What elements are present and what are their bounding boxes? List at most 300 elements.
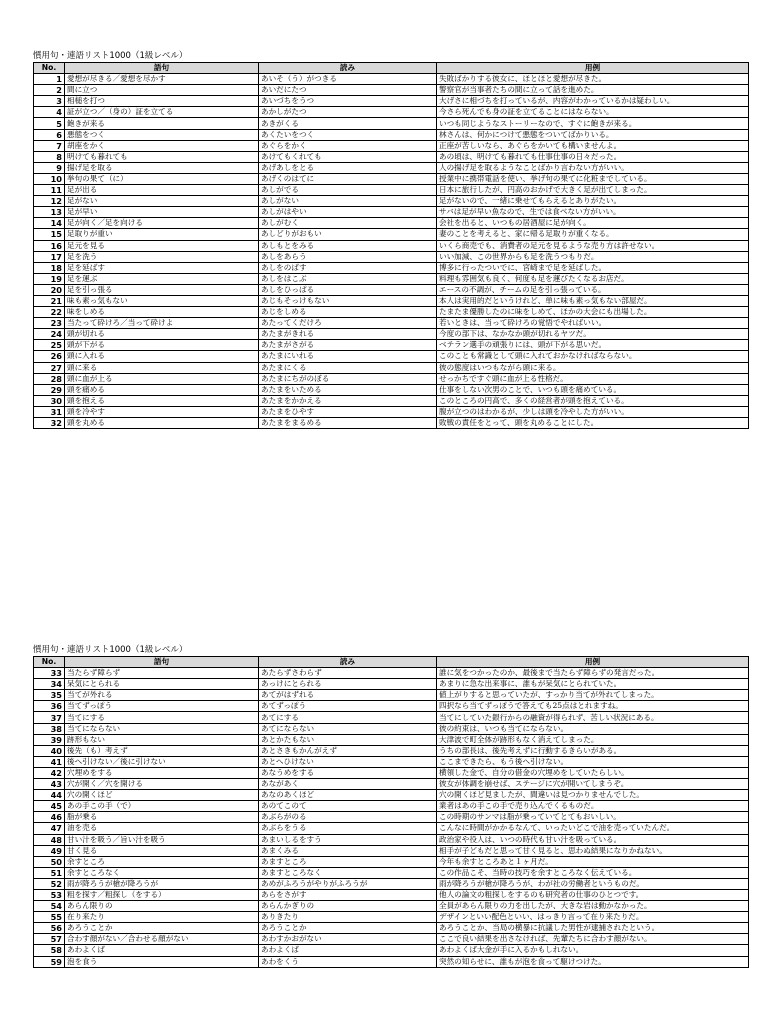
table-row xyxy=(34,351,749,362)
phrase-cell: 頭を丸める xyxy=(65,418,259,429)
table-row xyxy=(34,923,749,934)
reading-cell: あなうめをする xyxy=(259,767,437,778)
example-cell: この作品こそ、当時の技巧を余すところなく伝えている。 xyxy=(437,867,749,878)
reading-cell: あぐらをかく xyxy=(259,140,437,151)
phrase-cell: 在り来たり xyxy=(65,912,259,923)
phrase-cell: 胡座をかく xyxy=(65,140,259,151)
example-cell: あわよくば大金が手に入るかもしれない。 xyxy=(437,945,749,956)
table-row xyxy=(34,207,749,218)
table-row xyxy=(34,240,749,251)
reading-cell: あろうことか xyxy=(259,923,437,934)
row-number: 10 xyxy=(34,173,65,184)
phrase-cell: 足を運ぶ xyxy=(65,273,259,284)
table-row xyxy=(34,712,749,723)
row-number: 25 xyxy=(34,340,65,351)
example-cell: 本人は実用的だというけれど、単に味も素っ気もない部屋だ。 xyxy=(437,295,749,306)
reading-cell: あまくみる xyxy=(259,845,437,856)
reading-cell: あしがでる xyxy=(259,185,437,196)
row-number: 16 xyxy=(34,240,65,251)
row-number: 39 xyxy=(34,734,65,745)
row-number: 6 xyxy=(34,129,65,140)
row-number: 40 xyxy=(34,745,65,756)
row-number: 46 xyxy=(34,812,65,823)
phrase-cell: 当たって砕けろ／当って砕けよ xyxy=(65,318,259,329)
phrase-cell: 雨が降ろうが槍が降ろうが xyxy=(65,878,259,889)
table-row xyxy=(34,418,749,429)
phrase-cell: 足がない xyxy=(65,196,259,207)
example-cell: 若いときは、当って砕けろの覚悟でやればいい。 xyxy=(437,318,749,329)
row-number: 20 xyxy=(34,284,65,295)
reading-cell: あしがむく xyxy=(259,218,437,229)
table-row xyxy=(34,956,749,967)
reading-cell: あてがはずれる xyxy=(259,690,437,701)
reading-cell: あながあく xyxy=(259,779,437,790)
example-cell: 敗戦の責任をとって、頭を丸めることにした。 xyxy=(437,418,749,429)
reading-cell: あとへひけない xyxy=(259,756,437,767)
table-row xyxy=(34,384,749,395)
header-reading: 読み xyxy=(259,657,437,668)
row-number: 11 xyxy=(34,185,65,196)
example-cell: 彼女が体調を崩せば、ステージに穴が開いてしまうぞ。 xyxy=(437,779,749,790)
table-row xyxy=(34,679,749,690)
example-cell: 博多に行ったついでに、宮崎まで足を延ばした。 xyxy=(437,262,749,273)
table-row xyxy=(34,173,749,184)
phrase-cell: 頭に入れる xyxy=(65,351,259,362)
phrase-cell: 当てが外れる xyxy=(65,690,259,701)
row-number: 49 xyxy=(34,845,65,856)
reading-cell: あたまがきれる xyxy=(259,329,437,340)
table-row xyxy=(34,318,749,329)
table-row xyxy=(34,845,749,856)
vocab-table xyxy=(33,62,749,429)
phrase-cell: 揚げ足を取る xyxy=(65,162,259,173)
phrase-cell: 足を延ばす xyxy=(65,262,259,273)
reading-cell: あぶらがのる xyxy=(259,812,437,823)
table-row xyxy=(34,395,749,406)
table-row xyxy=(34,790,749,801)
table-row xyxy=(34,701,749,712)
reading-cell: あてにする xyxy=(259,712,437,723)
table-row xyxy=(34,734,749,745)
reading-cell: あてにならない xyxy=(259,723,437,734)
table-row xyxy=(34,74,749,85)
phrase-cell: 相槌を打つ xyxy=(65,96,259,107)
row-number: 52 xyxy=(34,878,65,889)
table-row xyxy=(34,307,749,318)
row-number: 32 xyxy=(34,418,65,429)
row-number: 18 xyxy=(34,262,65,273)
reading-cell: あわをくう xyxy=(259,956,437,967)
example-cell: 正座が苦しいなら、あぐらをかいても構いませんよ。 xyxy=(437,140,749,151)
reading-cell: あしをはこぶ xyxy=(259,273,437,284)
example-cell: 失敗ばかりする彼女に、ほとほと愛想が尽きた。 xyxy=(437,74,749,85)
phrase-cell: 当てにならない xyxy=(65,723,259,734)
table-row xyxy=(34,756,749,767)
reading-cell: あたってくだけろ xyxy=(259,318,437,329)
phrase-cell: 味をしめる xyxy=(65,307,259,318)
sheet-title: 慣用句・連語リスト1000（1級レベル） xyxy=(33,51,188,61)
example-cell: 腹が立つのはわかるが、少しは頭を冷やした方がいい。 xyxy=(437,406,749,417)
example-cell: ここで良い結果を出さなければ、先輩たちに合わす顔がない。 xyxy=(437,934,749,945)
reading-cell: あしがない xyxy=(259,196,437,207)
reading-cell: あたまにくる xyxy=(259,362,437,373)
table-row xyxy=(34,901,749,912)
sheet-2 xyxy=(33,644,748,968)
reading-cell: あくたいをつく xyxy=(259,129,437,140)
reading-cell: あじもそっけもない xyxy=(259,295,437,306)
example-cell: うちの部長は、後先考えずに行動するきらいがある。 xyxy=(437,745,749,756)
phrase-cell: 証が立つ／（身の）証を立てる xyxy=(65,107,259,118)
phrase-cell: 頭を冷やす xyxy=(65,406,259,417)
example-cell: このところの円高で、多くの経営者が頭を抱えている。 xyxy=(437,395,749,406)
row-number: 21 xyxy=(34,295,65,306)
example-cell: いつも同じようなストーリーなので、すぐに飽きが来る。 xyxy=(437,118,749,129)
row-number: 22 xyxy=(34,307,65,318)
example-cell: せっかちですぐ頭に血が上る性格だ。 xyxy=(437,373,749,384)
row-number: 5 xyxy=(34,118,65,129)
example-cell: 今度の部下は、なかなか頭が切れるヤツだ。 xyxy=(437,329,749,340)
row-number: 1 xyxy=(34,74,65,85)
header-reading: 読み xyxy=(259,63,437,74)
table-row xyxy=(34,723,749,734)
example-cell: エースの不調が、チームの足を引っ張っている。 xyxy=(437,284,749,295)
phrase-cell: 粗を探す／粗探し（をする） xyxy=(65,889,259,900)
table-row xyxy=(34,823,749,834)
reading-cell: あっけにとられる xyxy=(259,679,437,690)
row-number: 57 xyxy=(34,934,65,945)
row-number: 13 xyxy=(34,207,65,218)
reading-cell: あますところなく xyxy=(259,867,437,878)
example-cell: 会社を出ると、いつもの居酒屋に足が向く。 xyxy=(437,218,749,229)
table-row xyxy=(34,668,749,679)
example-cell: 彼の約束は、いつも当てにならない。 xyxy=(437,723,749,734)
table-row xyxy=(34,878,749,889)
phrase-cell: あらん限りの xyxy=(65,901,259,912)
row-number: 48 xyxy=(34,834,65,845)
example-cell: 足がないので、一緒に乗せてもらえるとありがたい。 xyxy=(437,196,749,207)
row-number: 45 xyxy=(34,801,65,812)
reading-cell: あしもとをみる xyxy=(259,240,437,251)
example-cell: 料理も雰囲気も良く、何度も足を運びたくなるお店だ。 xyxy=(437,273,749,284)
example-cell: 妻のことを考えると、家に帰る足取りが重くなる。 xyxy=(437,229,749,240)
row-number: 7 xyxy=(34,140,65,151)
phrase-cell: 明けても暮れても xyxy=(65,151,259,162)
row-number: 35 xyxy=(34,690,65,701)
reading-cell: あきがくる xyxy=(259,118,437,129)
reading-cell: あしがはやい xyxy=(259,207,437,218)
reading-cell: あかしがたつ xyxy=(259,107,437,118)
table-row xyxy=(34,262,749,273)
phrase-cell: 跡形もない xyxy=(65,734,259,745)
table-row xyxy=(34,912,749,923)
row-number: 26 xyxy=(34,351,65,362)
table-row xyxy=(34,329,749,340)
reading-cell: あますところ xyxy=(259,856,437,867)
table-row xyxy=(34,834,749,845)
example-cell: こんなに時間がかかるなんて、いったいどこで油を売っていたんだ。 xyxy=(437,823,749,834)
example-cell: 雨が降ろうが槍が降ろうが、わが社の労働者というものだ。 xyxy=(437,878,749,889)
reading-cell: あめがふろうがやりがふろうが xyxy=(259,878,437,889)
example-cell: 四択なら当てずっぽうで答えても25点はとれますね。 xyxy=(437,701,749,712)
example-cell: 誰に気をつかったのか、最後まで当たらず障らずの発言だった。 xyxy=(437,668,749,679)
table-row xyxy=(34,373,749,384)
phrase-cell: 頭を抱える xyxy=(65,395,259,406)
phrase-cell: あろうことか xyxy=(65,923,259,934)
phrase-cell: 足が向く／足を向ける xyxy=(65,218,259,229)
phrase-cell: 頭に来る xyxy=(65,362,259,373)
phrase-cell: あわよくば xyxy=(65,945,259,956)
row-number: 42 xyxy=(34,767,65,778)
phrase-cell: 当てにする xyxy=(65,712,259,723)
row-number: 24 xyxy=(34,329,65,340)
phrase-cell: 余すところなく xyxy=(65,867,259,878)
table-row xyxy=(34,945,749,956)
phrase-cell: 後へ引けない／後に引けない xyxy=(65,756,259,767)
reading-cell: あたまをまるめる xyxy=(259,418,437,429)
example-cell: 人の揚げ足を取るようなことばかり言わない方がいい。 xyxy=(437,162,749,173)
phrase-cell: 愛想が尽きる／愛想を尽かす xyxy=(65,74,259,85)
example-cell: あの頃は、明けても暮れても仕事仕事の日々だった。 xyxy=(437,151,749,162)
row-number: 44 xyxy=(34,790,65,801)
example-cell: 横領した金で、自分の借金の穴埋めをしていたらしい。 xyxy=(437,767,749,778)
table-body xyxy=(34,74,749,429)
phrase-cell: 頭が下がる xyxy=(65,340,259,351)
example-cell: いい加減、この世界からも足を洗うつもりだ。 xyxy=(437,251,749,262)
row-number: 17 xyxy=(34,251,65,262)
table-row xyxy=(34,284,749,295)
example-cell: 授業中に携帯電話を使い、挙げ句の果てに化粧までしている。 xyxy=(437,173,749,184)
sheet-title: 慣用句・連語リスト1000（1級レベル） xyxy=(33,645,188,655)
table-row xyxy=(34,118,749,129)
example-cell: 突然の知らせに、誰もが泡を食って駆けつけた。 xyxy=(437,956,749,967)
phrase-cell: 足が早い xyxy=(65,207,259,218)
phrase-cell: 脂が乗る xyxy=(65,812,259,823)
row-number: 55 xyxy=(34,912,65,923)
table-row xyxy=(34,196,749,207)
example-cell: いくら商売でも、消費者の足元を見るような売り方は許せない。 xyxy=(437,240,749,251)
phrase-cell: 足取りが重い xyxy=(65,229,259,240)
row-number: 41 xyxy=(34,756,65,767)
row-number: 14 xyxy=(34,218,65,229)
reading-cell: あなのあくほど xyxy=(259,790,437,801)
row-number: 4 xyxy=(34,107,65,118)
row-number: 3 xyxy=(34,96,65,107)
table-row xyxy=(34,406,749,417)
row-number: 33 xyxy=(34,668,65,679)
reading-cell: あたまをいためる xyxy=(259,384,437,395)
example-cell: 今さら死んでも身の証を立てることにはならない。 xyxy=(437,107,749,118)
reading-cell: あたまがさがる xyxy=(259,340,437,351)
phrase-cell: 油を売る xyxy=(65,823,259,834)
table-row xyxy=(34,690,749,701)
phrase-cell: 当たらず障らず xyxy=(65,668,259,679)
header-example: 用例 xyxy=(437,63,749,74)
row-number: 58 xyxy=(34,945,65,956)
row-number: 29 xyxy=(34,384,65,395)
row-number: 27 xyxy=(34,362,65,373)
example-cell: 全員があらん限りの力を出したが、大きな岩は動かなかった。 xyxy=(437,901,749,912)
row-number: 50 xyxy=(34,856,65,867)
reading-cell: あらんかぎりの xyxy=(259,901,437,912)
example-cell: 穴の開くほど見ましたが、間違いは見つかりませんでした。 xyxy=(437,790,749,801)
row-number: 43 xyxy=(34,779,65,790)
reading-cell: あわすかおがない xyxy=(259,934,437,945)
sheet-1 xyxy=(33,50,748,429)
reading-cell: あしをのばす xyxy=(259,262,437,273)
table-row xyxy=(34,185,749,196)
example-cell: 日本に旅行したが、円高のおかげで大きく足が出てしまった。 xyxy=(437,185,749,196)
row-number: 37 xyxy=(34,712,65,723)
phrase-cell: 泡を食う xyxy=(65,956,259,967)
phrase-cell: 甘い汁を吸う／旨い汁を吸う xyxy=(65,834,259,845)
row-number: 31 xyxy=(34,406,65,417)
header-no: No. xyxy=(34,657,65,668)
row-number: 2 xyxy=(34,85,65,96)
header-phrase: 語句 xyxy=(65,657,259,668)
phrase-cell: 甘く見る xyxy=(65,845,259,856)
reading-cell: あのてこのて xyxy=(259,801,437,812)
reading-cell: あげくのはてに xyxy=(259,173,437,184)
reading-cell: あとさきもかんがえず xyxy=(259,745,437,756)
reading-cell: あとかたもない xyxy=(259,734,437,745)
row-number: 38 xyxy=(34,723,65,734)
row-number: 23 xyxy=(34,318,65,329)
header-row xyxy=(34,63,749,74)
row-number: 36 xyxy=(34,701,65,712)
example-cell: ベテラン選手の頑張りには、頭が下がる思いだ。 xyxy=(437,340,749,351)
phrase-cell: あの手この手（で） xyxy=(65,801,259,812)
example-cell: 仕事をしない次男のことで、いつも頭を痛めている。 xyxy=(437,384,749,395)
example-cell: 大津波で町全体が跡形もなく消えてしまった。 xyxy=(437,734,749,745)
phrase-cell: 挙句の果て（に） xyxy=(65,173,259,184)
vocab-table xyxy=(33,656,749,968)
example-cell: デザインといい配色といい、はっきり言って在り来たりだ。 xyxy=(437,912,749,923)
table-row xyxy=(34,273,749,284)
row-number: 54 xyxy=(34,901,65,912)
example-cell: たまたま優勝したのに味をしめて、ほかの大会にも出場した。 xyxy=(437,307,749,318)
example-cell: サバは足が早い魚なので、生では食べない方がいい。 xyxy=(437,207,749,218)
reading-cell: ありきたり xyxy=(259,912,437,923)
reading-cell: あてずっぽう xyxy=(259,701,437,712)
phrase-cell: 頭を痛める xyxy=(65,384,259,395)
example-cell: 当てにしていた銀行からの融資が得られず、苦しい状況にある。 xyxy=(437,712,749,723)
phrase-cell: 当てずっぽう xyxy=(65,701,259,712)
example-cell: あまりに急な出来事に、誰もが呆気にとられていた。 xyxy=(437,679,749,690)
reading-cell: あいそ（う）がつきる xyxy=(259,74,437,85)
table-row xyxy=(34,779,749,790)
reading-cell: あまいしるをすう xyxy=(259,834,437,845)
table-row xyxy=(34,801,749,812)
phrase-cell: 合わす顔がない／合わせる顔がない xyxy=(65,934,259,945)
reading-cell: あらをさがす xyxy=(259,889,437,900)
reading-cell: あぶらをうる xyxy=(259,823,437,834)
reading-cell: あしをあらう xyxy=(259,251,437,262)
reading-cell: あげあしをとる xyxy=(259,162,437,173)
example-cell: この時期のサンマは脂が乗っていてとてもおいしい。 xyxy=(437,812,749,823)
phrase-cell: 足元を見る xyxy=(65,240,259,251)
phrase-cell: 頭が切れる xyxy=(65,329,259,340)
header-phrase: 語句 xyxy=(65,63,259,74)
example-cell: 大げさに相づちを打っているが、内容がわかっているかは疑わしい。 xyxy=(437,96,749,107)
table-row xyxy=(34,151,749,162)
table-row xyxy=(34,340,749,351)
table-row xyxy=(34,362,749,373)
table-row xyxy=(34,934,749,945)
phrase-cell: 足を洗う xyxy=(65,251,259,262)
example-cell: ここまできたら、もう後へ引けない。 xyxy=(437,756,749,767)
row-number: 34 xyxy=(34,679,65,690)
phrase-cell: 穴埋めをする xyxy=(65,767,259,778)
row-number: 51 xyxy=(34,867,65,878)
table-body xyxy=(34,668,749,968)
phrase-cell: 穴が開く／穴を開ける xyxy=(65,779,259,790)
phrase-cell: 足が出る xyxy=(65,185,259,196)
table-row xyxy=(34,889,749,900)
example-cell: あろうことか、当局の横暴に抗議した男性が逮捕されたという。 xyxy=(437,923,749,934)
example-cell: 値上がりすると思っていたが、すっかり当てが外れてしまった。 xyxy=(437,690,749,701)
reading-cell: あたまをひやす xyxy=(259,406,437,417)
table-row xyxy=(34,251,749,262)
example-cell: 今年も余すところあと１ヶ月だ。 xyxy=(437,856,749,867)
reading-cell: あじをしめる xyxy=(259,307,437,318)
row-number: 47 xyxy=(34,823,65,834)
table-row xyxy=(34,107,749,118)
example-cell: 他人の論文の粗探しをするのも研究者の仕事のひとつです。 xyxy=(437,889,749,900)
phrase-cell: 間に立つ xyxy=(65,85,259,96)
table-row xyxy=(34,162,749,173)
reading-cell: あたまにいれる xyxy=(259,351,437,362)
row-number: 53 xyxy=(34,889,65,900)
phrase-cell: 後先（も）考えず xyxy=(65,745,259,756)
reading-cell: あいづちをうつ xyxy=(259,96,437,107)
example-cell: 業者はあの手この手で売り込んでくるものだ。 xyxy=(437,801,749,812)
example-cell: 林さんは、何かにつけて悪態をついてばかりいる。 xyxy=(437,129,749,140)
table-row xyxy=(34,295,749,306)
row-number: 56 xyxy=(34,923,65,934)
phrase-cell: 飽きが来る xyxy=(65,118,259,129)
reading-cell: あわよくば xyxy=(259,945,437,956)
table-row xyxy=(34,96,749,107)
table-row xyxy=(34,856,749,867)
row-number: 19 xyxy=(34,273,65,284)
row-number: 12 xyxy=(34,196,65,207)
phrase-cell: 味も素っ気もない xyxy=(65,295,259,306)
table-row xyxy=(34,767,749,778)
example-cell: 政治家や役人は、いつの時代も甘い汁を吸っている。 xyxy=(437,834,749,845)
reading-cell: あしをひっぱる xyxy=(259,284,437,295)
example-cell: このことも常識として頭に入れておかなければならない。 xyxy=(437,351,749,362)
table-row xyxy=(34,867,749,878)
reading-cell: あたまにちがのぼる xyxy=(259,373,437,384)
row-number: 30 xyxy=(34,395,65,406)
row-number: 8 xyxy=(34,151,65,162)
row-number: 28 xyxy=(34,373,65,384)
table-row xyxy=(34,218,749,229)
example-cell: 警察官が当事者たちの間に立って話を進めた。 xyxy=(437,85,749,96)
phrase-cell: 足を引っ張る xyxy=(65,284,259,295)
phrase-cell: 頭に血が上る xyxy=(65,373,259,384)
table-row xyxy=(34,129,749,140)
example-cell: 相手が子どもだと思って甘く見ると、思わぬ結果になりかねない。 xyxy=(437,845,749,856)
reading-cell: あたまをかかえる xyxy=(259,395,437,406)
table-row xyxy=(34,229,749,240)
reading-cell: あしどりがおもい xyxy=(259,229,437,240)
row-number: 9 xyxy=(34,162,65,173)
row-number: 59 xyxy=(34,956,65,967)
example-cell: 彼の態度はいつもながら頭に来る。 xyxy=(437,362,749,373)
table-row xyxy=(34,745,749,756)
phrase-cell: 余すところ xyxy=(65,856,259,867)
